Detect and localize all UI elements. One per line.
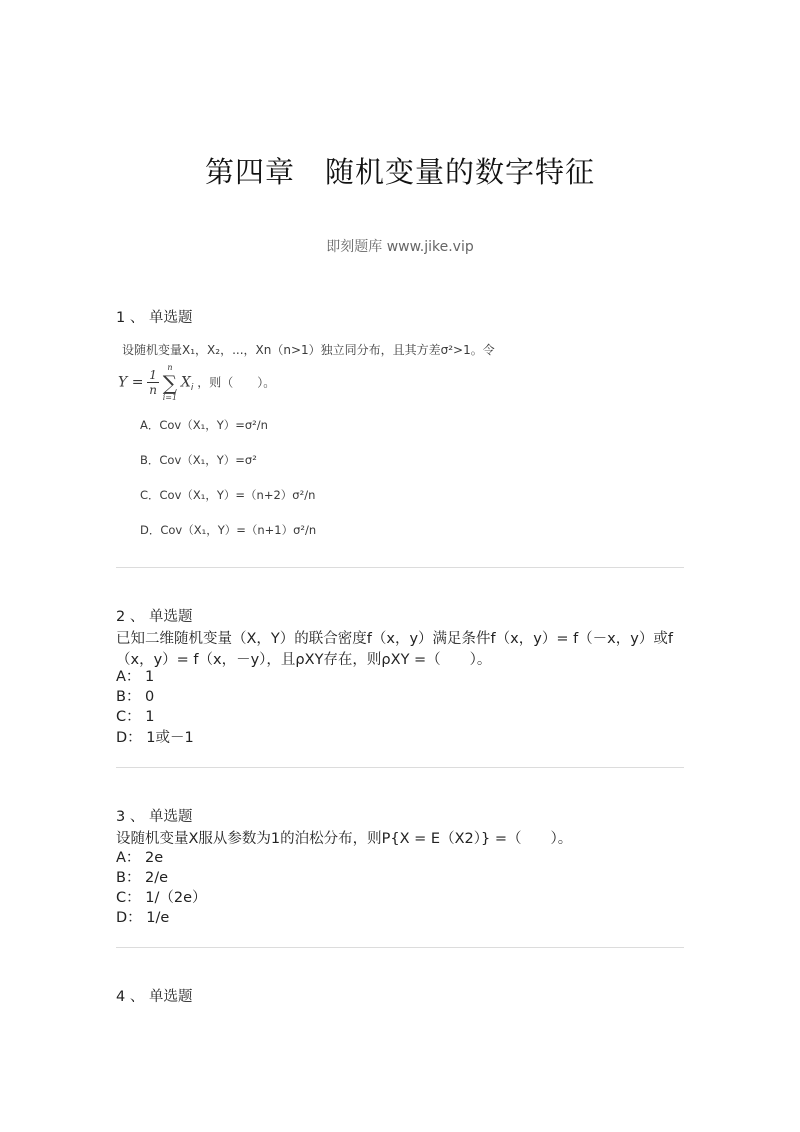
formula-numerator: 1 xyxy=(149,368,157,382)
formula-lead: Y = xyxy=(118,374,144,391)
divider xyxy=(116,947,684,948)
question-2-option-d: D： 1或－1 xyxy=(116,730,194,746)
question-3-option-c: C： 1/（2e） xyxy=(116,890,207,906)
question-3-header: 3 、 单选题 xyxy=(116,809,193,825)
question-3-option-a: A： 2e xyxy=(116,850,164,866)
question-1-image xyxy=(118,337,538,542)
question-3-option-d: D： 1/e xyxy=(116,910,170,926)
question-1-header: 1 、 单选题 xyxy=(116,310,193,326)
question-1-stem: 设随机变量X₁，X₂，...，Xn（n>1）独立同分布，且其方差σ²>1。令 xyxy=(122,343,495,357)
question-3-stem: 设随机变量X服从参数为1的泊松分布，则P{X = E（X2）} =（ ）。 xyxy=(116,831,573,847)
formula-variable: X xyxy=(180,374,191,391)
source-caption: 即刻题库 www.jike.vip xyxy=(326,239,474,255)
summation-symbol: n ∑ i=1 xyxy=(162,363,178,402)
page-title: 第四章 随机变量的数字特征 xyxy=(204,155,595,189)
question-1-option-a: A．Cov（X₁，Y）=σ²/n xyxy=(140,418,268,432)
question-2-stem: 已知二维随机变量（X，Y）的联合密度f（x，y）满足条件f（x，y）= f（－x，y）或f（x，y）= f（x，－y），且ρXY存在，则ρXY =（ ）。 xyxy=(116,631,673,668)
question-2-option-c: C： 1 xyxy=(116,709,155,725)
question-4-header: 4 、 单选题 xyxy=(116,989,193,1005)
question-1-formula: Y = $\frac{1}{n}$ n ∑ i=1 $X_i$ ，则（ ）。 xyxy=(118,363,276,402)
divider xyxy=(116,767,684,768)
question-2-option-a: A： 1 xyxy=(116,669,155,685)
question-1-option-d: D．Cov（X₁，Y）=（n+1）σ²/n xyxy=(140,523,317,537)
formula-denominator: n xyxy=(149,383,157,397)
question-3-option-b: B： 2/e xyxy=(116,870,169,886)
question-1-option-b: B．Cov（X₁，Y）=σ² xyxy=(140,453,257,467)
sum-upper-limit: n xyxy=(167,363,173,372)
formula-fraction xyxy=(147,369,159,397)
sum-lower-limit: i=1 xyxy=(162,393,178,402)
formula-tail: ，则（ ）。 xyxy=(197,375,276,390)
divider xyxy=(116,567,684,568)
question-2-header: 2 、 单选题 xyxy=(116,609,193,625)
question-2-option-b: B： 0 xyxy=(116,689,155,705)
question-1-option-c: C．Cov（X₁，Y）=（n+2）σ²/n xyxy=(140,488,316,502)
